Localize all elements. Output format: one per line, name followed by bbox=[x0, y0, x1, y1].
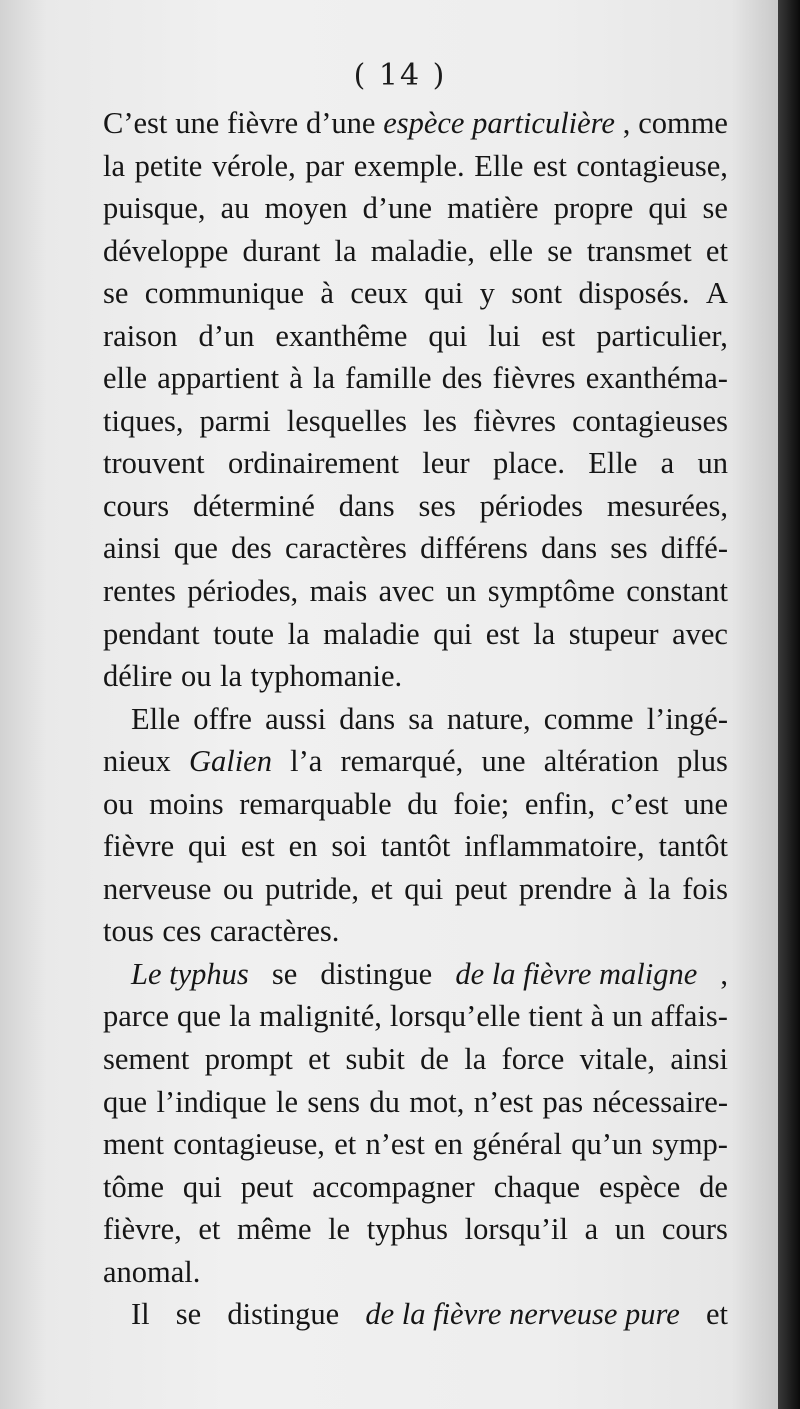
text-line bbox=[103, 783, 728, 826]
word: un bbox=[612, 999, 643, 1034]
word: peut bbox=[454, 871, 508, 906]
word: inflammatoire, bbox=[464, 829, 645, 864]
word: fièvre bbox=[103, 829, 175, 864]
word: et bbox=[334, 1127, 357, 1162]
word: caractères. bbox=[209, 914, 340, 949]
word: Elle bbox=[588, 446, 638, 481]
word: qui bbox=[404, 871, 444, 906]
page-number: ( 14 ) bbox=[353, 58, 447, 93]
word: ou bbox=[103, 786, 134, 821]
word: nieux bbox=[103, 744, 171, 779]
word: tantôt bbox=[380, 829, 451, 864]
word: sont bbox=[511, 276, 563, 311]
word: Elle bbox=[474, 148, 524, 183]
word: le bbox=[275, 1084, 298, 1119]
word: typhus bbox=[366, 1212, 449, 1247]
word: remarquable bbox=[239, 786, 392, 821]
word: sement bbox=[103, 1042, 190, 1077]
word: leur bbox=[422, 446, 470, 481]
text-line bbox=[103, 570, 728, 613]
text-line bbox=[103, 145, 728, 188]
word: l’ingé- bbox=[646, 701, 728, 736]
text-line bbox=[103, 698, 728, 741]
word: délire bbox=[103, 659, 173, 694]
word: propre bbox=[553, 191, 634, 226]
word: caractères bbox=[284, 531, 407, 566]
word: matière bbox=[447, 191, 539, 226]
word: se bbox=[702, 191, 728, 226]
word: A bbox=[705, 276, 728, 311]
word: et bbox=[705, 1297, 728, 1332]
italic-word: Galien bbox=[188, 744, 272, 779]
word: remarqué, bbox=[340, 744, 464, 779]
word: , bbox=[622, 106, 631, 140]
word: diffé- bbox=[660, 531, 728, 566]
word: se bbox=[271, 956, 298, 991]
text-line bbox=[103, 230, 728, 273]
word: nerveuse bbox=[103, 871, 212, 906]
word: mais bbox=[309, 574, 368, 609]
word: symp- bbox=[651, 1127, 728, 1162]
word: que bbox=[103, 1084, 148, 1119]
word: petite bbox=[134, 148, 203, 183]
word: parmi bbox=[199, 403, 271, 438]
word: la bbox=[220, 659, 243, 694]
text-line bbox=[103, 357, 728, 400]
word: à bbox=[320, 276, 334, 311]
word: sa bbox=[408, 701, 434, 736]
word: d’une bbox=[305, 106, 376, 140]
word: cours bbox=[103, 488, 170, 523]
word: C’est bbox=[103, 106, 168, 140]
word: , bbox=[720, 956, 728, 991]
word: se bbox=[547, 233, 573, 268]
word: déterminé bbox=[192, 488, 315, 523]
word: la bbox=[334, 233, 357, 268]
word: un bbox=[445, 574, 477, 609]
word: est bbox=[485, 616, 520, 651]
word: différens bbox=[420, 531, 528, 566]
text-line bbox=[103, 442, 728, 485]
italic-word: de la fièvre nerveuse pure bbox=[365, 1297, 680, 1332]
text-line bbox=[103, 655, 728, 698]
word: moins bbox=[149, 786, 224, 821]
word: exanthéma- bbox=[585, 361, 728, 396]
word: mesurées, bbox=[606, 488, 728, 523]
text-line bbox=[103, 1293, 728, 1336]
italic-word: espèce particulière bbox=[383, 106, 615, 140]
word: Il bbox=[131, 1297, 150, 1332]
word: qui bbox=[424, 276, 464, 311]
word: chaque bbox=[493, 1169, 581, 1204]
text-line bbox=[103, 315, 728, 358]
word: ou bbox=[180, 659, 212, 694]
word: pendant bbox=[103, 616, 200, 651]
word: lorsqu’il bbox=[464, 1212, 568, 1247]
text-line bbox=[103, 485, 728, 528]
text-line bbox=[103, 868, 728, 911]
word: se bbox=[103, 276, 129, 311]
word: tiques, bbox=[103, 403, 184, 438]
text-line bbox=[103, 1123, 728, 1166]
word: comme bbox=[638, 106, 728, 140]
word: stupeur bbox=[568, 616, 659, 651]
word: une bbox=[683, 786, 728, 821]
word: ses bbox=[610, 531, 648, 566]
word: particulier, bbox=[596, 318, 728, 353]
word: avec bbox=[672, 616, 728, 651]
word: contagieuse, bbox=[576, 148, 728, 183]
word: une bbox=[481, 744, 526, 779]
word: trouvent bbox=[103, 446, 205, 481]
word: cours bbox=[661, 1212, 728, 1247]
word: pas bbox=[542, 1084, 584, 1119]
word: raison bbox=[103, 318, 178, 353]
page-gutter-shadow bbox=[778, 0, 800, 1409]
word: contagieuses bbox=[572, 403, 728, 438]
text-line bbox=[103, 995, 728, 1038]
word: qu’un bbox=[571, 1127, 643, 1162]
word: au bbox=[220, 191, 250, 226]
word: prompt bbox=[204, 1042, 293, 1077]
word: force bbox=[501, 1042, 565, 1077]
word: avec bbox=[378, 574, 435, 609]
word: ment bbox=[103, 1127, 164, 1162]
word: nécessaire- bbox=[592, 1084, 728, 1119]
word: fièvres bbox=[473, 403, 557, 438]
word: ses bbox=[418, 488, 456, 523]
word: périodes bbox=[479, 488, 583, 523]
word: affais- bbox=[650, 999, 728, 1034]
word: offre bbox=[193, 701, 252, 736]
word: exemple. bbox=[353, 148, 465, 183]
word: le bbox=[328, 1212, 351, 1247]
word: une bbox=[175, 106, 220, 140]
word: accompagner bbox=[312, 1169, 475, 1204]
text-line bbox=[103, 910, 728, 953]
word: général bbox=[472, 1127, 562, 1162]
word: dans bbox=[541, 531, 598, 566]
word: l’a bbox=[290, 744, 323, 779]
word: la bbox=[464, 1042, 487, 1077]
word: est bbox=[541, 318, 576, 353]
word: mot, bbox=[409, 1084, 465, 1119]
word: par bbox=[305, 148, 345, 183]
word: durant bbox=[242, 233, 321, 268]
word: a bbox=[584, 1212, 599, 1247]
word: tous bbox=[103, 914, 154, 949]
word: maladie bbox=[323, 616, 420, 651]
word: en bbox=[434, 1127, 463, 1162]
word: aussi bbox=[265, 701, 327, 736]
word: c’est bbox=[610, 786, 669, 821]
word: malignité, bbox=[259, 999, 382, 1034]
word: ceux bbox=[350, 276, 408, 311]
word: du bbox=[407, 786, 438, 821]
word: la bbox=[648, 871, 671, 906]
word: vérole, bbox=[211, 148, 296, 183]
word: elle bbox=[103, 361, 148, 396]
word: qui bbox=[188, 829, 227, 864]
word: se bbox=[175, 1297, 202, 1332]
word: fois bbox=[682, 871, 728, 906]
word: contagieuse, bbox=[173, 1127, 325, 1162]
word: appartient bbox=[157, 361, 280, 396]
word: elle bbox=[489, 233, 534, 268]
word: transmet bbox=[586, 233, 692, 268]
word: ordinairement bbox=[227, 446, 400, 481]
word: enfin, bbox=[524, 786, 596, 821]
word: distingue bbox=[227, 1297, 340, 1332]
word: la bbox=[287, 616, 310, 651]
text-line bbox=[103, 400, 728, 443]
word: la bbox=[533, 616, 556, 651]
word: est bbox=[532, 148, 567, 183]
word: peut bbox=[240, 1169, 294, 1204]
word: ainsi bbox=[103, 531, 161, 566]
text-line bbox=[103, 527, 728, 570]
text-line bbox=[103, 1081, 728, 1124]
word: dans bbox=[338, 488, 395, 523]
word: la bbox=[313, 361, 336, 396]
word: tôme bbox=[103, 1169, 164, 1204]
word: rentes bbox=[103, 574, 176, 609]
word: périodes, bbox=[187, 574, 299, 609]
word: n’est bbox=[365, 1127, 425, 1162]
word: distingue bbox=[320, 956, 433, 991]
word: toute bbox=[213, 616, 275, 651]
word: anomal. bbox=[103, 1254, 201, 1289]
word: l’indique bbox=[156, 1084, 267, 1119]
word: un bbox=[614, 1212, 646, 1247]
word: fièvre bbox=[227, 106, 299, 140]
word: symptôme bbox=[487, 574, 615, 609]
word: sens bbox=[307, 1084, 360, 1119]
word: fièvre, bbox=[103, 1212, 182, 1247]
word: qui bbox=[648, 191, 688, 226]
word: qui bbox=[182, 1169, 222, 1204]
word: puisque, bbox=[103, 191, 206, 226]
word: de bbox=[420, 1042, 449, 1077]
word: et bbox=[308, 1042, 331, 1077]
word: typhomanie. bbox=[250, 659, 403, 694]
word: disposés. bbox=[578, 276, 690, 311]
word: comme bbox=[543, 701, 634, 736]
word: constant bbox=[626, 574, 728, 609]
word: développe bbox=[103, 233, 229, 268]
word: moyen bbox=[264, 191, 348, 226]
word: soi bbox=[331, 829, 367, 864]
word: et bbox=[370, 871, 393, 906]
word: à bbox=[623, 871, 638, 906]
word: exanthême bbox=[275, 318, 408, 353]
word: la bbox=[103, 148, 126, 183]
text-line bbox=[103, 953, 728, 996]
word: et bbox=[705, 233, 728, 268]
text-line bbox=[103, 1208, 728, 1251]
word: ou bbox=[222, 871, 254, 906]
word: en bbox=[288, 829, 318, 864]
word: a bbox=[660, 446, 675, 481]
text-line bbox=[103, 613, 728, 656]
word: prendre bbox=[518, 871, 612, 906]
text-line bbox=[103, 1038, 728, 1081]
word: parce bbox=[103, 999, 170, 1034]
word: communique bbox=[144, 276, 305, 311]
word: à bbox=[289, 361, 303, 396]
word: et bbox=[198, 1212, 221, 1247]
word: famille bbox=[345, 361, 432, 396]
word: ainsi bbox=[670, 1042, 728, 1077]
word: des bbox=[231, 531, 272, 566]
word: y bbox=[479, 276, 495, 311]
text-line bbox=[103, 272, 728, 315]
word: n’est bbox=[473, 1084, 534, 1119]
italic-word: de la fièvre maligne bbox=[455, 956, 698, 991]
word: que bbox=[177, 999, 222, 1034]
word: même bbox=[236, 1212, 312, 1247]
word: altération bbox=[543, 744, 659, 779]
text-line bbox=[103, 1251, 728, 1294]
word: à bbox=[590, 999, 605, 1034]
word: un bbox=[697, 446, 728, 481]
text-line bbox=[103, 187, 728, 230]
word: plus bbox=[677, 744, 728, 779]
word: espèce bbox=[598, 1169, 681, 1204]
word: nature, bbox=[446, 701, 531, 736]
italic-word: Le typhus bbox=[131, 956, 249, 991]
word: qui bbox=[428, 318, 468, 353]
word: dans bbox=[339, 701, 396, 736]
text-line bbox=[103, 825, 728, 868]
word: que bbox=[173, 531, 218, 566]
word: de bbox=[699, 1169, 728, 1204]
word: subit bbox=[345, 1042, 405, 1077]
word: du bbox=[369, 1084, 400, 1119]
word: tantôt bbox=[658, 829, 728, 864]
word: lorsqu’elle bbox=[389, 999, 521, 1034]
word: d’un bbox=[198, 318, 255, 353]
word: qui bbox=[433, 616, 473, 651]
word: est bbox=[240, 829, 275, 864]
word: fièvres bbox=[492, 361, 576, 396]
word: des bbox=[441, 361, 483, 396]
body-text bbox=[103, 102, 728, 1336]
text-line bbox=[103, 102, 728, 145]
word: tient bbox=[528, 999, 583, 1034]
word: putride, bbox=[265, 871, 360, 906]
text-line bbox=[103, 1166, 728, 1209]
word: d’une bbox=[362, 191, 433, 226]
word: foie; bbox=[453, 786, 510, 821]
word: lui bbox=[488, 318, 521, 353]
word: la bbox=[229, 999, 252, 1034]
word: lesquelles bbox=[286, 403, 408, 438]
word: les bbox=[423, 403, 457, 438]
word: ces bbox=[162, 914, 202, 949]
word: maladie, bbox=[370, 233, 475, 268]
word: place. bbox=[493, 446, 565, 481]
word: vitale, bbox=[579, 1042, 655, 1077]
text-line bbox=[103, 740, 728, 783]
word: Elle bbox=[131, 701, 181, 736]
